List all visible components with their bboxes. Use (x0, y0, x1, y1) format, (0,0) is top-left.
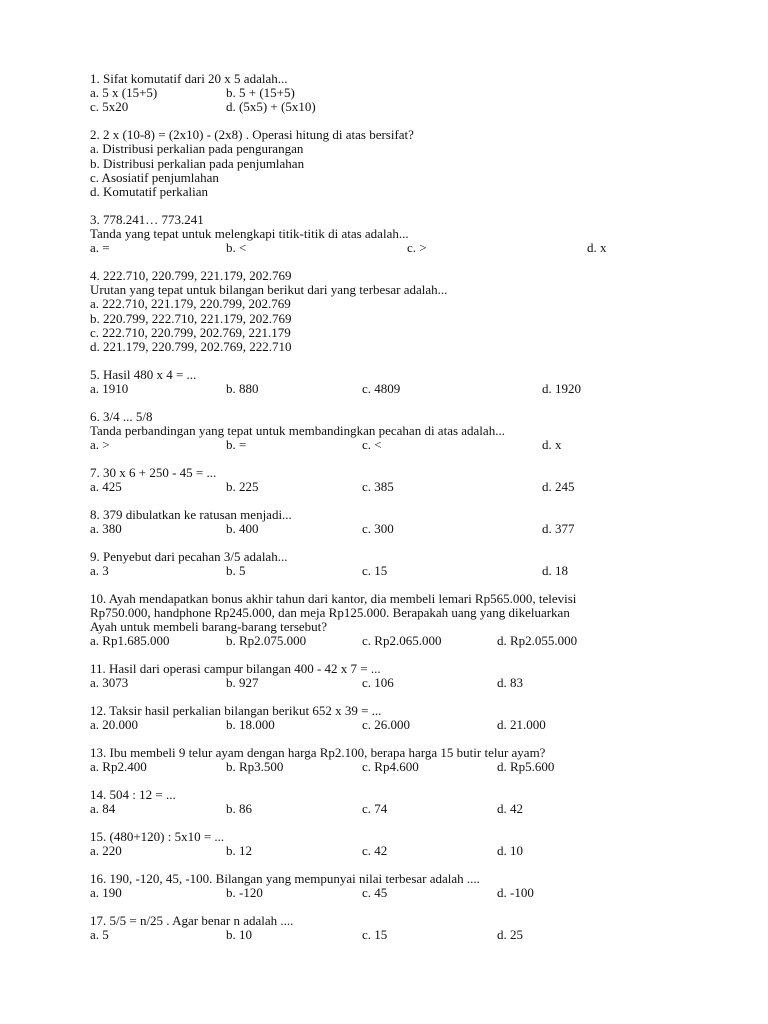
question-text: 15. (480+120) : 5x10 = ... (90, 829, 225, 845)
question-text: 8. 379 dibulatkan ke ratusan menjadi... (90, 506, 292, 522)
question-text: Tanda yang tepat untuk melengkapi titik-titik di atas adalah... (90, 225, 409, 241)
answer-option: b. 12 (226, 843, 252, 859)
question-11 (90, 662, 690, 690)
question-9 (90, 550, 690, 578)
answer-option: a. Rp2.400 (90, 759, 147, 775)
question-text: 16. 190, -120, 45, -100. Bilangan yang mempunyai nilai terbesar adalah .... (90, 871, 480, 887)
options-row (90, 802, 690, 816)
answer-option: b. = (226, 437, 247, 453)
question-text: 14. 504 : 12 = ... (90, 787, 176, 803)
question-6 (90, 410, 690, 453)
answer-option: d. 377 (542, 521, 575, 537)
answer-option: b. 18.000 (226, 717, 275, 733)
options-row (90, 480, 690, 494)
question-text: 11. Hasil dari operasi campur bilangan 400 - 42 x 7 = ... (90, 661, 381, 677)
answer-option: d. Rp5.600 (497, 759, 555, 775)
question-12 (90, 704, 690, 732)
answer-option: c. 15 (362, 927, 388, 943)
options-row (90, 886, 690, 900)
answer-option: a. 190 (90, 885, 122, 901)
options-row (90, 142, 690, 156)
options-row (90, 564, 690, 578)
question-text: Tanda perbandingan yang tepat untuk membandingkan pecahan di atas adalah... (90, 422, 505, 438)
question-2 (90, 128, 690, 199)
answer-option: b. 86 (226, 801, 252, 817)
answer-option: a. 222.710, 221.179, 220.799, 202.769 (90, 296, 291, 312)
answer-option: c. 42 (362, 843, 388, 859)
question-text: 10. Ayah mendapatkan bonus akhir tahun dari kantor, dia membeli lemari Rp565.000, televisi (90, 590, 577, 606)
answer-option: c. Rp2.065.000 (362, 633, 442, 649)
answer-option: a. 220 (90, 843, 122, 859)
answer-option: b. 225 (226, 479, 259, 495)
question-10 (90, 592, 690, 649)
question-text: 1. Sifat komutatif dari 20 x 5 adalah... (90, 71, 288, 86)
answer-option: c. 45 (362, 885, 388, 901)
options-row (90, 676, 690, 690)
options-row (90, 86, 690, 100)
options-row (90, 382, 690, 396)
answer-option: b. 400 (226, 521, 259, 537)
answer-option: d. -100 (497, 885, 534, 901)
options-row (90, 100, 690, 114)
question-3 (90, 213, 690, 256)
document-page (90, 72, 690, 956)
question-text: 12. Taksir hasil perkalian bilangan berikut 652 x 39 = ... (90, 703, 382, 719)
question-text: 5. Hasil 480 x 4 = ... (90, 366, 197, 382)
options-row (90, 326, 690, 340)
answer-option: d. 21.000 (497, 717, 546, 733)
answer-option: c. 26.000 (362, 717, 411, 733)
options-row (90, 312, 690, 326)
answer-option: b. 927 (226, 675, 259, 691)
answer-option: d. 42 (497, 801, 523, 817)
question-4 (90, 269, 690, 354)
options-row (90, 297, 690, 311)
answer-option: b. 5 + (15+5) (226, 85, 295, 101)
question-text: 4. 222.710, 220.799, 221.179, 202.769 (90, 267, 292, 283)
answer-option: a. 3 (90, 563, 109, 578)
options-row (90, 718, 690, 732)
question-text: 17. 5/5 = n/25 . Agar benar n adalah .... (90, 913, 294, 929)
options-row (90, 844, 690, 858)
answer-option: c. 74 (362, 801, 388, 817)
answer-option: c. < (362, 437, 382, 453)
question-text: 3. 778.241… 773.241 (90, 211, 204, 227)
answer-option: a. Distribusi perkalian pada pengurangan (90, 141, 304, 157)
question-text: 9. Penyebut dari pecahan 3/5 adalah... (90, 548, 288, 564)
answer-option: a. 5 (90, 927, 109, 943)
options-row (90, 157, 690, 171)
answer-option: a. 84 (90, 801, 116, 817)
answer-option: b. < (226, 240, 247, 256)
answer-option: d. Rp2.055.000 (497, 633, 578, 649)
answer-option: d. (5x5) + (5x10) (226, 99, 316, 115)
options-row (90, 522, 690, 536)
question-13 (90, 746, 690, 774)
answer-option: c. > (407, 240, 427, 256)
options-row (90, 171, 690, 185)
answer-option: c. Rp4.600 (362, 759, 419, 775)
question-17 (90, 914, 690, 942)
answer-option: c. 385 (362, 479, 394, 495)
answer-option: c. 300 (362, 521, 394, 537)
question-7 (90, 466, 690, 494)
answer-option: c. 222.710, 220.799, 202.769, 221.179 (90, 324, 291, 340)
answer-option: a. 20.000 (90, 717, 139, 733)
options-row (90, 185, 690, 199)
answer-option: a. 380 (90, 521, 122, 537)
question-text: Urutan yang tepat untuk bilangan berikut dari yang terbesar adalah... (90, 282, 448, 298)
answer-option: a. Rp1.685.000 (90, 633, 170, 649)
question-14 (90, 788, 690, 816)
answer-option: b. Rp3.500 (226, 759, 284, 775)
answer-option: b. Distribusi perkalian pada penjumlahan (90, 155, 305, 171)
answer-option: a. 5 x (15+5) (90, 85, 158, 101)
answer-option: c. 106 (362, 675, 394, 691)
answer-option: b. 220.799, 222.710, 221.179, 202.769 (90, 310, 292, 326)
answer-option: d. 1920 (542, 380, 581, 396)
answer-option: b. -120 (226, 885, 263, 901)
question-text: 13. Ibu membeli 9 telur ayam dengan harga Rp2.100, berapa harga 15 butir telur ayam? (90, 745, 546, 761)
answer-option: a. 3073 (90, 675, 129, 691)
answer-option: d. 18 (542, 563, 568, 578)
options-row (90, 241, 690, 255)
options-row (90, 634, 690, 648)
options-row (90, 340, 690, 354)
answer-option: d. x (542, 437, 562, 453)
answer-option: a. 425 (90, 479, 122, 495)
answer-option: d. 221.179, 220.799, 202.769, 222.710 (90, 338, 292, 354)
answer-option: b. 10 (226, 927, 252, 943)
answer-option: d. 83 (497, 675, 523, 691)
question-5 (90, 368, 690, 396)
answer-option: a. = (90, 240, 110, 256)
answer-option: b. 5 (226, 563, 246, 578)
question-16 (90, 872, 690, 900)
answer-option: d. Komutatif perkalian (90, 183, 209, 199)
answer-option: b. 880 (226, 380, 259, 396)
question-text: Ayah untuk membeli barang-barang tersebut? (90, 619, 328, 635)
answer-option: d. x (587, 240, 607, 256)
answer-option: c. 5x20 (90, 99, 129, 115)
answer-option: b. Rp2.075.000 (226, 633, 307, 649)
answer-option: c. 4809 (362, 380, 401, 396)
question-8 (90, 508, 690, 536)
answer-option: a. 1910 (90, 380, 129, 396)
question-text: 6. 3/4 ... 5/8 (90, 408, 153, 424)
answer-option: a. > (90, 437, 110, 453)
answer-option: d. 25 (497, 927, 523, 943)
question-15 (90, 830, 690, 858)
options-row (90, 438, 690, 452)
question-text: Rp750.000, handphone Rp245.000, dan meja Rp125.000. Berapakah uang yang dikeluarkan (90, 604, 570, 620)
answer-option: d. 245 (542, 479, 575, 495)
answer-option: d. 10 (497, 843, 523, 859)
question-text: 2. 2 x (10-8) = (2x10) - (2x8) . Operasi hitung di atas bersifat? (90, 127, 414, 143)
answer-option: c. 15 (362, 563, 388, 578)
options-row (90, 760, 690, 774)
answer-option: c. Asosiatif penjumlahan (90, 169, 219, 185)
options-row (90, 928, 690, 942)
question-text: 7. 30 x 6 + 250 - 45 = ... (90, 464, 217, 480)
question-1 (90, 72, 690, 115)
